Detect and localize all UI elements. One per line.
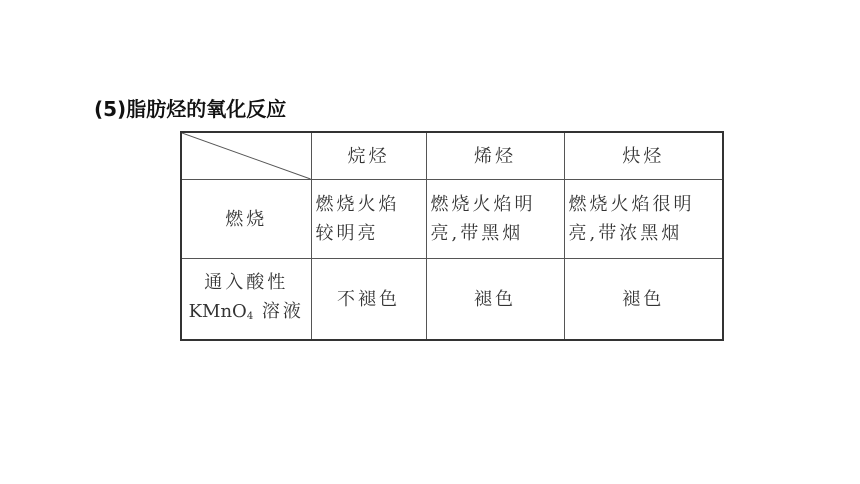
cell-alkyne-combustion [564, 180, 723, 259]
cell-text-line: 燃烧火焰明 [430, 194, 536, 215]
row-label-combustion: 燃烧 [181, 180, 311, 259]
table-row [181, 259, 723, 341]
table-header-row [181, 132, 723, 180]
cell-alkane-kmno4: 不褪色 [311, 259, 426, 341]
diagonal-divider [182, 133, 311, 179]
solution-word: 溶液 [253, 300, 304, 322]
cell-text-line: 亮,带浓黑烟 [568, 223, 683, 244]
oxidation-comparison-table [180, 131, 724, 341]
cell-alkene-kmno4: 褪色 [426, 259, 564, 341]
table-corner-cell [181, 132, 311, 180]
column-header-alkane: 烷烃 [311, 132, 426, 180]
section-heading: (5)脂肪烃的氧化反应 [94, 97, 287, 121]
row-label-line1: 通入酸性 [204, 271, 289, 293]
cell-text-line: 燃烧火焰很明 [568, 194, 695, 215]
formula-subscript: 4 [246, 310, 254, 322]
column-header-alkene: 烯烃 [426, 132, 564, 180]
cell-text-line: 较明亮 [315, 223, 379, 244]
row-label-kmno4 [181, 259, 311, 341]
cell-text-line: 亮,带黑烟 [430, 223, 524, 244]
table-row [181, 180, 723, 259]
cell-alkyne-kmno4: 褪色 [564, 259, 723, 341]
row-label-line2 [186, 297, 307, 331]
cell-text-line: 燃烧火焰 [315, 194, 400, 215]
kmno-formula: KMnO [188, 300, 247, 322]
column-header-alkyne: 炔烃 [564, 132, 723, 180]
cell-alkane-combustion [311, 180, 426, 259]
cell-alkene-combustion [426, 180, 564, 259]
